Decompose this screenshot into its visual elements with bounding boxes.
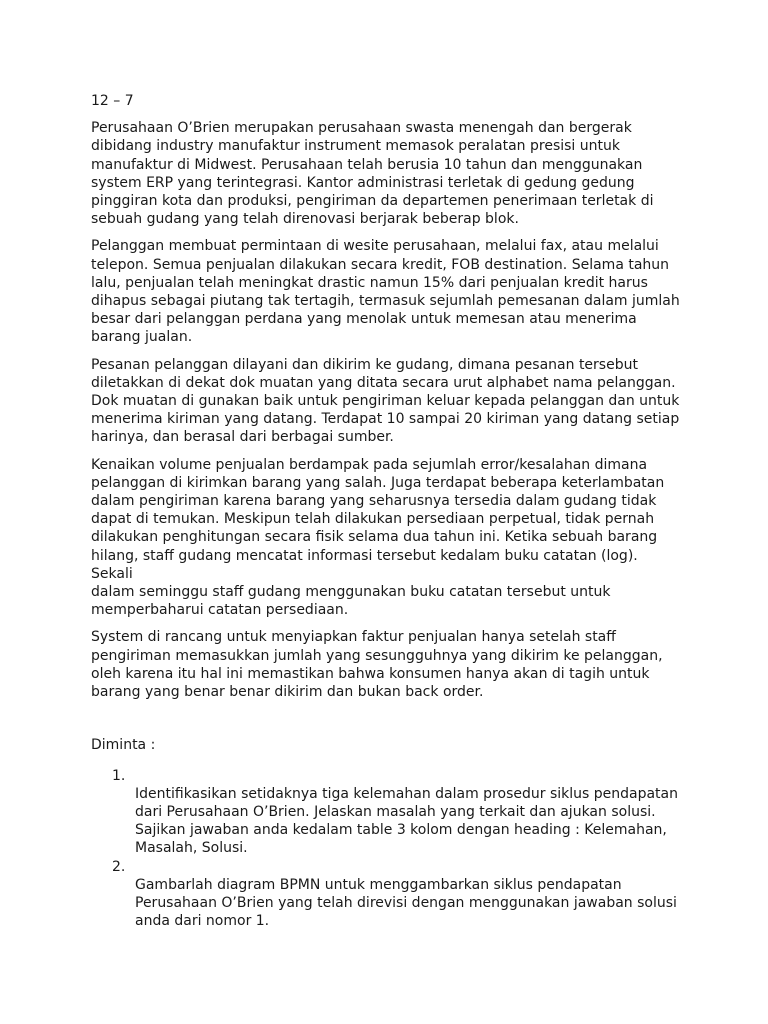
list-item-number: 2. [112, 858, 126, 875]
list-item [91, 767, 681, 858]
section-number: 12 – 7 [91, 93, 134, 109]
list-item-text: Gambarlah diagram BPMN untuk menggambarkan siklus pendapatan Perusahaan O’Brien yang telah direvisi dengan menggunakan jawaban solusi anda dari nomor 1. [135, 876, 677, 930]
list-item [91, 858, 681, 931]
paragraph-invoice-system: System di rancang untuk menyiapkan faktur penjualan hanya setelah staff pengiriman memasukkan jumlah yang sesungguhnya yang dikirim ke pelanggan, oleh karena itu hal ini memastikan bahwa konsumen hanya akan di tagih untuk barang yang benar benar dikirim dan bukan back order. [91, 629, 663, 701]
diminta-label: Diminta : [91, 737, 156, 754]
paragraph-company-profile: Perusahaan O’Brien merupakan perusahaan swasta menengah dan bergerak dibidang industry manufaktur instrument memasok peralatan presisi untuk manufaktur di Midwest. Perusahaan telah berusia 10 tahun dan menggunakan system ERP yang terintegrasi. Kantor administrasi terletak di gedung gedung pinggiran kota dan produksi, pengiriman da departemen penerimaan terletak di sebuah gudang yang telah direnovasi berjarak beberap blok. [91, 120, 654, 228]
list-item-text: Identifikasikan setidaknya tiga kelemahan dalam prosedur siklus pendapatan dari Perusahaan O’Brien. Jelaskan masalah yang terkait dan ajukan solusi. Sajikan jawaban anda kedalam table 3 kolom dengan heading : Kelemahan, Masalah, Solusi. [135, 785, 678, 857]
document-page [91, 92, 681, 930]
paragraph-sales-errors: Kenaikan volume penjualan berdampak pada sejumlah error/kesalahan dimana pelanggan di kirimkan barang yang salah. Juga terdapat beberapa keterlambatan dalam pengiriman karena barang yang seharusnya tersedia dalam gudang tidak dapat di temukan. Meskipun telah dilakukan persediaan perpetual, tidak pernah dilakukan penghitungan secara fisik selama dua tahun ini. Ketika sebuah barang hilang, staff gudang mencatat informasi tersebut kedalam buku catatan (log). Sekali dalam seminggu staff gudang menggunakan buku catatan tersebut untuk memperbaharui catatan persediaan. [91, 456, 665, 619]
paragraph-customer-orders: Pelanggan membuat permintaan di wesite perusahaan, melalui fax, atau melalui telepon. Semua penjualan dilakukan secara kredit, FOB destination. Selama tahun lalu, penjualan telah meningkat drastic namun 15% dari penjualan kredit harus dihapus sebagai piutang tak tertagih, termasuk sejumlah pemesanan dalam jumlah besar dari pelanggan perdana yang menolak untuk memesan atau menerima barang jualan. [91, 238, 680, 346]
task-list [91, 767, 681, 931]
list-item-number: 1. [112, 767, 126, 784]
paragraph-warehouse-dock: Pesanan pelanggan dilayani dan dikirim ke gudang, dimana pesanan tersebut diletakkan di dekat dok muatan yang ditata secara urut alphabet nama pelanggan. Dok muatan di gunakan baik untuk pengiriman keluar kepada pelanggan dan untuk menerima kiriman yang datang. Terdapat 10 sampai 20 kiriman yang datang setiap harinya, dan berasal dari berbagai sumber. [91, 356, 680, 446]
